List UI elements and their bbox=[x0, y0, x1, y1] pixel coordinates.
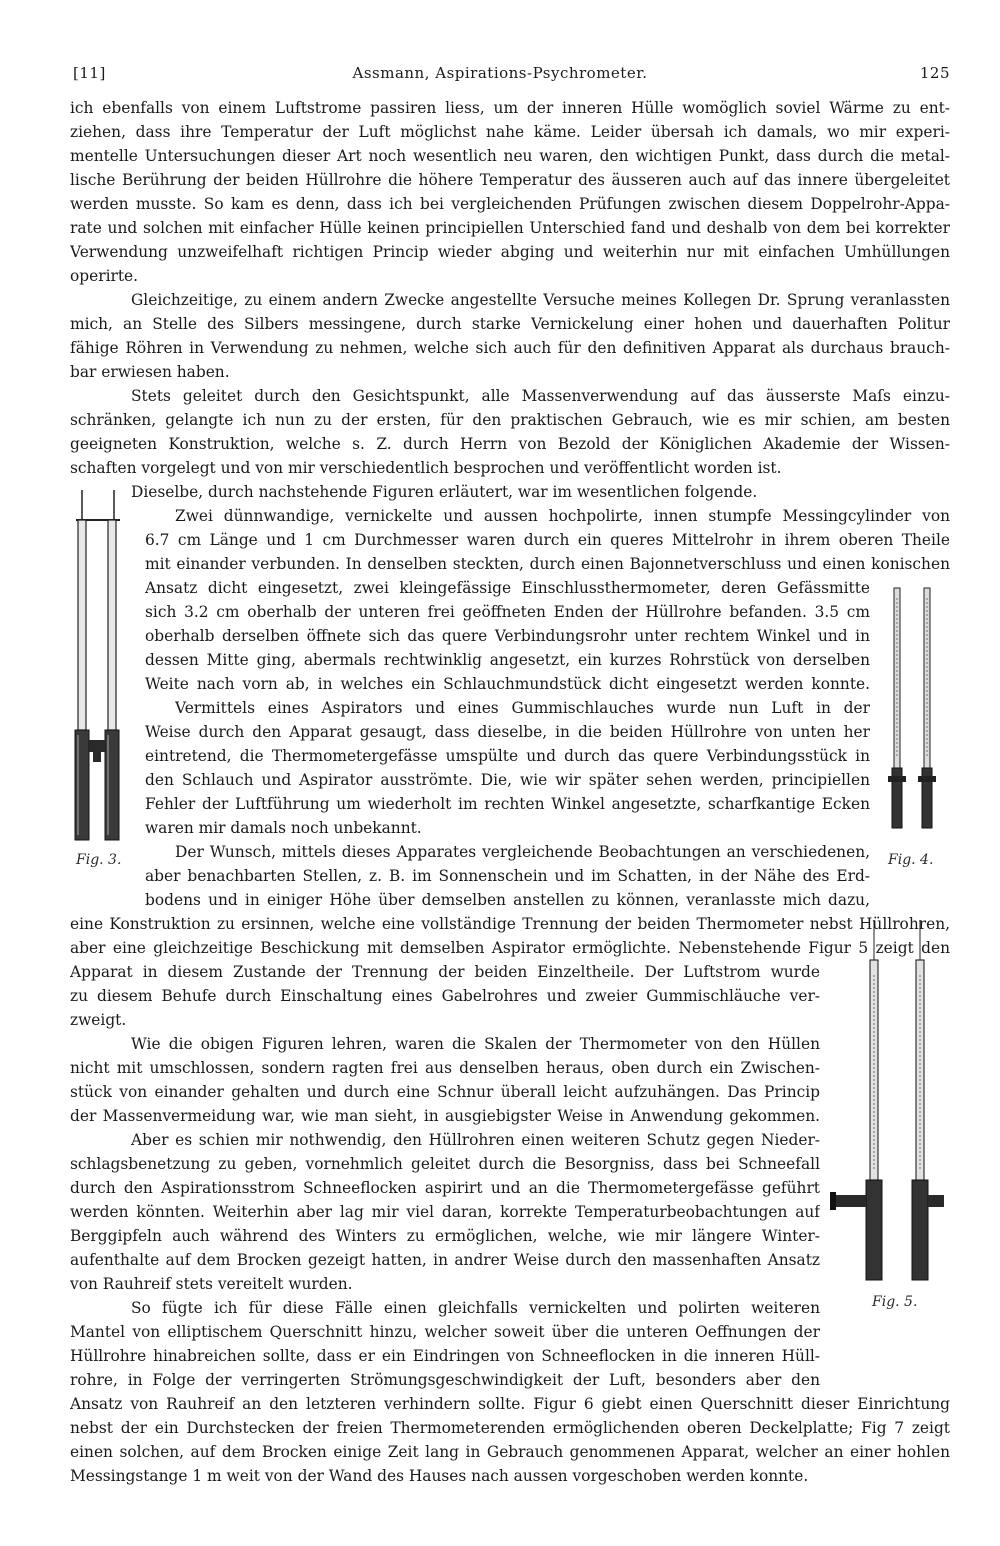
text-line: stück von einander gehalten und durch eine Schnur überall leicht aufzuhängen. Das Princip bbox=[70, 1083, 820, 1101]
running-title: Assmann, Aspirations-Psychrometer. bbox=[352, 64, 648, 82]
text-line: werden könnten. Weiterhin aber lag mir viel daran, korrekte Temperaturbeobachtungen auf bbox=[70, 1203, 820, 1221]
figure-3-psychrometer-drawing bbox=[62, 490, 132, 850]
text-line: nebst der ein Durchstecken der freien Thermometerenden ermöglichenden oberen Deckelplatte; Fig 7 zeigt bbox=[70, 1419, 950, 1437]
text-line: schlagsbenetzung zu geben, vornehmlich geleitet durch die Besorgniss, dass bei Schneefall bbox=[70, 1155, 820, 1173]
text-line: sich 3.2 cm oberhalb der unteren frei geöffneten Enden der Hüllrohre befanden. 3.5 cm bbox=[145, 603, 870, 621]
text-line: Fehler der Luftführung um wiederholt im rechten Winkel angesetzte, scharfkantige Ecken bbox=[145, 795, 870, 813]
text-line: durch den Aspirationsstrom Schneeflocken aspirirt und an die Thermometergefässe geführt bbox=[70, 1179, 820, 1197]
text-line: Ansatz von Rauhreif an den letzteren verhindern sollte. Figur 6 giebt einen Querschnitt dieser Einrichtung bbox=[70, 1395, 950, 1413]
text-line: geeigneten Konstruktion, welche s. Z. durch Herrn von Bezold der Königlichen Akademie der Wissen- bbox=[70, 435, 950, 453]
text-line: oberhalb derselben öffnete sich das quere Verbindungsrohr unter rechtem Winkel und in bbox=[145, 627, 870, 645]
text-line: Ansatz dicht eingesetzt, zwei kleingefässige Einschlussthermometer, deren Gefässmitte bbox=[145, 579, 870, 597]
text-line: zweigt. bbox=[70, 1011, 127, 1029]
text-line: von Rauhreif stets vereitelt wurden. bbox=[70, 1275, 353, 1293]
text-line: ich ebenfalls von einem Luftstrome passiren liess, um der inneren Hülle womöglich soviel Wärme zu ent- bbox=[70, 99, 950, 117]
text-line: einen solchen, auf dem Brocken einige Zeit lang in Gebrauch genommenen Apparat, welcher an einer hohlen bbox=[70, 1443, 950, 1461]
text-line: eine Konstruktion zu ersinnen, welche eine vollständige Trennung der beiden Thermometer nebst Hüllrohren, bbox=[70, 915, 950, 933]
text-line: lische Berührung der beiden Hüllrohre die höhere Temperatur des äusseren auch auf das innere übergeleitet bbox=[70, 171, 950, 189]
text-line: Messingstange 1 m weit von der Wand des Hauses nach aussen vorgeschoben werden konnte. bbox=[70, 1467, 809, 1485]
text-line: Zwei dünnwandige, vernickelte und aussen hochpolirte, innen stumpfe Messingcylinder von bbox=[175, 507, 950, 525]
text-line: bar erwiesen haben. bbox=[70, 363, 230, 381]
text-line: nicht mit umschlossen, sondern ragten frei aus denselben heraus, oben durch ein Zwischen- bbox=[70, 1059, 820, 1077]
text-line: Apparat in diesem Zustande der Trennung der beiden Einzeltheile. Der Luftstrom wurde bbox=[70, 963, 820, 981]
text-line: Weite nach vorn ab, in welches ein Schlauchmundstück dicht eingesetzt werden konnte. bbox=[145, 675, 870, 693]
text-line: Berggipfeln auch während des Winters zu ermöglichen, welche, wie mir längere Winter- bbox=[70, 1227, 820, 1245]
text-line: 6.7 cm Länge und 1 cm Durchmesser waren durch ein queres Mittelrohr in ihrem oberen Theile bbox=[145, 531, 950, 549]
text-line: werden musste. So kam es denn, dass ich bei vergleichenden Prüfungen zwischen diesem Doppelrohr-Appa- bbox=[70, 195, 950, 213]
text-line: aber eine gleichzeitige Beschickung mit demselben Aspirator ermöglichte. Nebenstehende Figur 5 zeigt den bbox=[70, 939, 950, 957]
text-line: dessen Mitte ging, abermals rechtwinklig angesetzt, ein kurzes Rohrstück von derselben bbox=[145, 651, 870, 669]
text-line: aufenthalte auf dem Brocken gezeigt hatten, in andrer Weise durch den massenhaften Ansatz bbox=[70, 1251, 820, 1269]
text-line: rate und solchen mit einfacher Hülle keinen principiellen Unterschied fand und deshalb von dem bei korrekter bbox=[70, 219, 950, 237]
text-line: Weise durch den Apparat gesaugt, dass dieselbe, in die beiden Hüllrohre von unten her bbox=[145, 723, 870, 741]
text-line: bodens und in einiger Höhe über demselben anstellen zu können, veranlasste mich dazu, bbox=[145, 891, 870, 909]
text-line: waren mir damals noch unbekannt. bbox=[145, 819, 422, 837]
text-line: Dieselbe, durch nachstehende Figuren erläutert, war im wesentlichen folgende. bbox=[131, 483, 758, 501]
figure-3-caption: Fig. 3. bbox=[76, 852, 122, 868]
page-reference: [11] bbox=[73, 64, 106, 82]
text-line: Wie die obigen Figuren lehren, waren die Skalen der Thermometer von den Hüllen bbox=[131, 1035, 820, 1053]
text-line: Verwendung unzweifelhaft richtigen Princip wieder abging und weiterhin nur mit einfachen Umhüllungen bbox=[70, 243, 950, 261]
text-line: ziehen, dass ihre Temperatur der Luft möglichst nahe käme. Leider übersah ich damals, wo mir experi- bbox=[70, 123, 950, 141]
figure-4-psychrometer-drawing bbox=[884, 588, 944, 838]
figure-5-psychrometer-drawing bbox=[830, 920, 950, 1290]
text-line: eintretend, die Thermometergefässe umspülte und durch das quere Verbindungsstück in bbox=[145, 747, 870, 765]
text-line: Vermittels eines Aspirators und eines Gummischlauches wurde nun Luft in der bbox=[175, 699, 870, 717]
text-line: operirte. bbox=[70, 267, 139, 285]
text-line: den Schlauch und Aspirator ausströmte. Die, wie wir später sehen werden, principiellen bbox=[145, 771, 870, 789]
figure-4-caption: Fig. 4. bbox=[888, 852, 934, 868]
text-line: mentelle Untersuchungen dieser Art noch wesentlich neu waren, den wichtigen Punkt, dass durch die metal- bbox=[70, 147, 950, 165]
figure-5-caption: Fig. 5. bbox=[872, 1294, 918, 1310]
text-line: schränken, gelangte ich nun zu der ersten, für den praktischen Gebrauch, wie es mir schien, am besten bbox=[70, 411, 950, 429]
text-line: schaften vorgelegt und von mir verschiedentlich besprochen und veröffentlicht worden ist. bbox=[70, 459, 782, 477]
text-line: Der Wunsch, mittels dieses Apparates vergleichende Beobachtungen an verschiedenen, bbox=[175, 843, 870, 861]
text-line: So fügte ich für diese Fälle einen gleichfalls vernickelten und polirten weiteren bbox=[131, 1299, 820, 1317]
text-line: aber benachbarten Stellen, z. B. im Sonnenschein und im Schatten, in der Nähe des Erd- bbox=[145, 867, 870, 885]
text-line: rohre, in Folge der verringerten Strömungsgeschwindigkeit der Luft, besonders aber den bbox=[70, 1371, 820, 1389]
text-line: mit einander verbunden. In denselben steckten, durch einen Bajonnetverschluss und einen konischen bbox=[145, 555, 950, 573]
text-line: der Massenvermeidung war, wie man sieht, in ausgiebigster Weise in Anwendung gekommen. bbox=[70, 1107, 820, 1125]
text-line: Mantel von elliptischem Querschnitt hinzu, welcher soweit über die unteren Oeffnungen der bbox=[70, 1323, 820, 1341]
text-line: Aber es schien mir nothwendig, den Hüllrohren einen weiteren Schutz gegen Nieder- bbox=[131, 1131, 820, 1149]
text-line: Hüllrohre hinabreichen sollte, dass er ein Eindringen von Schneeflocken in die inneren Hüll- bbox=[70, 1347, 820, 1365]
text-line: mich, an Stelle des Silbers messingene, durch starke Vernickelung einer hohen und dauerhaften Politur bbox=[70, 315, 950, 333]
text-line: Gleichzeitige, zu einem andern Zwecke angestellte Versuche meines Kollegen Dr. Sprung veranlassten bbox=[131, 291, 950, 309]
text-line: Stets geleitet durch den Gesichtspunkt, alle Massenverwendung auf das äusserste Maſs einzu- bbox=[131, 387, 950, 405]
text-line: zu diesem Behufe durch Einschaltung eines Gabelrohres und zweier Gummischläuche ver- bbox=[70, 987, 820, 1005]
page-number: 125 bbox=[919, 64, 950, 82]
text-line: fähige Röhren in Verwendung zu nehmen, welche sich auch für den definitiven Apparat als durchaus brauch- bbox=[70, 339, 950, 357]
